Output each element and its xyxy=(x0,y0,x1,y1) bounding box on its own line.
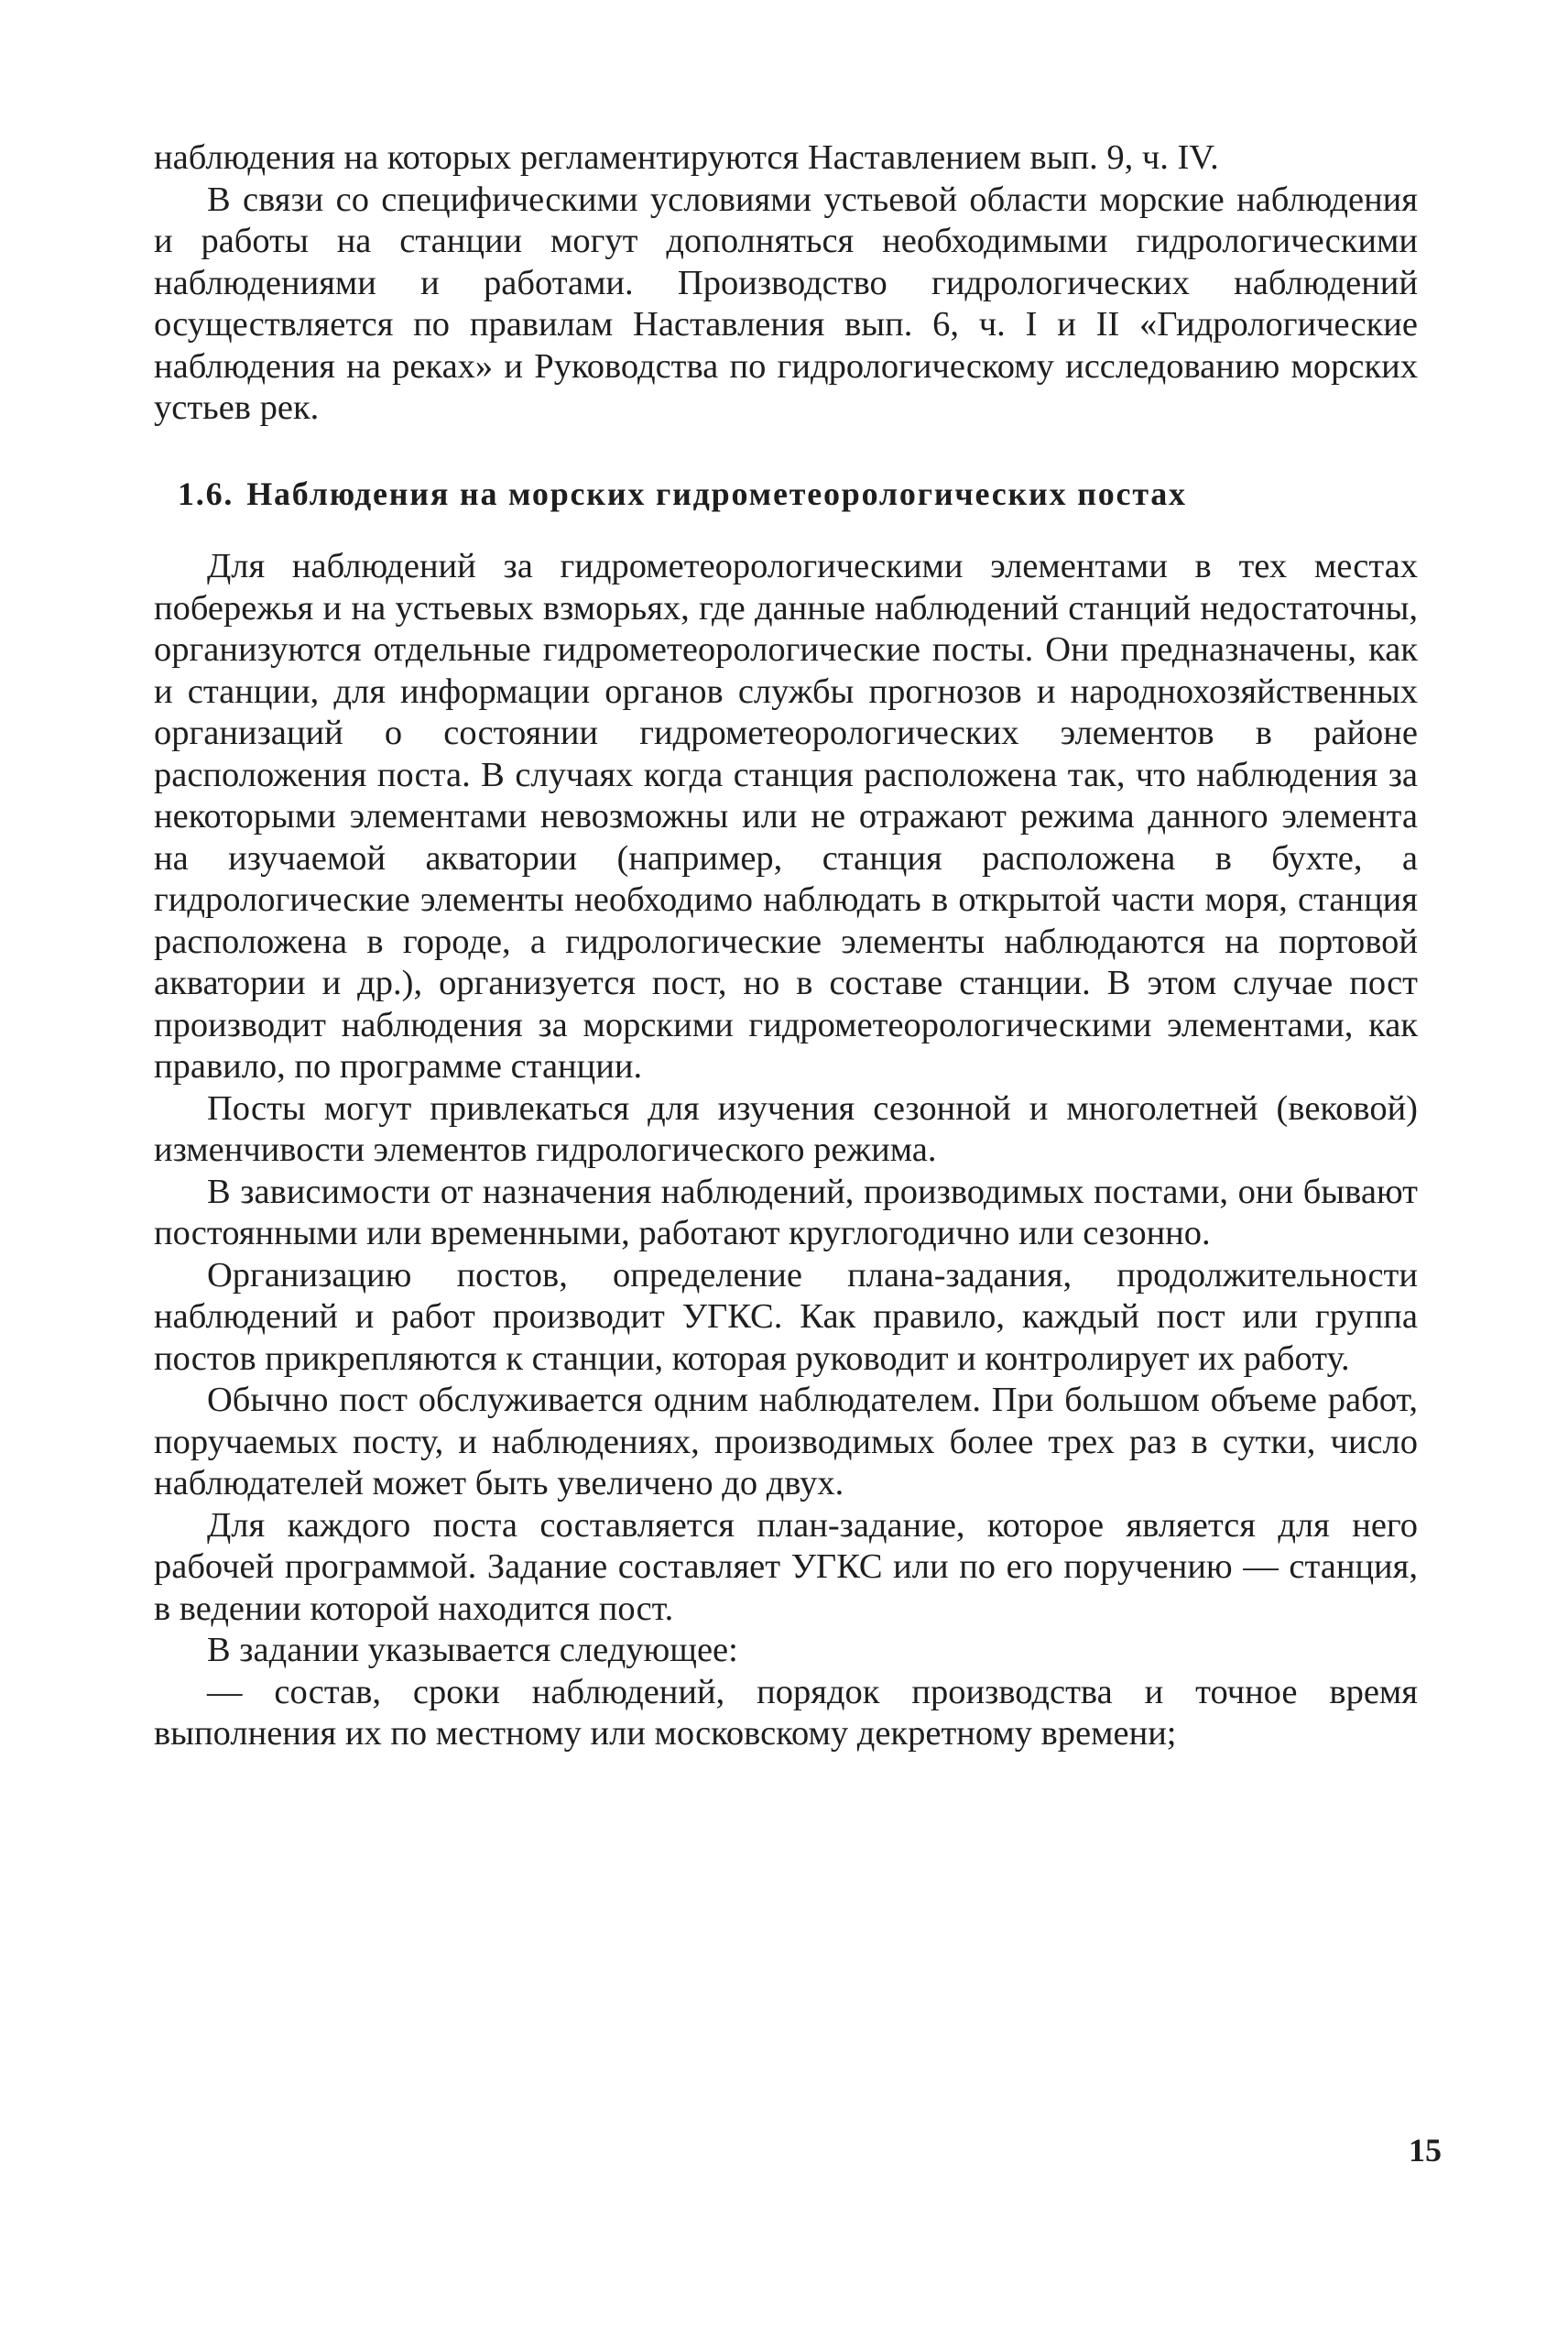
paragraph-continuation: наблюдения на которых регламентируются Наставлением вып. 9, ч. IV. xyxy=(154,138,1219,177)
page-text xyxy=(154,137,1418,1755)
paragraph-posts-types: В зависимости от назначения наблюдений, производимых постами, они бывают постоянными или временными, работают круглогодично или сезонно. xyxy=(154,1172,1418,1252)
paragraph-posts-purpose: Для наблюдений за гидрометеорологическими элементами в тех местах побережья и на устьевых взморьях, где данные наблюдений станций недостаточны, организуются отдельные гидрометеорологические посты. Они предназначены, как и станции, для информации органов службы прогнозов и народнохозяйственных организаций о состоянии гидрометеорологических элементов в районе расположения поста. В случаях когда станция расположена так, что наблюдения за некоторыми элементами невозможны или не отражают режима данного элемента на изучаемой акватории (например, станция расположена в бухте, а гидрологические элементы необходимо наблюдать в открытой части моря, станция расположена в городе, а гидрологические элементы наблюдаются на портовой акватории и др.), организуется пост, но в составе станции. В этом случае пост производит наблюдения за морскими гидрометеорологическими элементами, как правило, по программе станции. xyxy=(154,547,1418,1086)
paragraph-task-contents: В задании указывается следующее: xyxy=(207,1631,738,1669)
paragraph-plan-task: Для каждого поста составляется план-задание, которое является для него рабочей программой. Задание составляет УГКС или по его поручению — станция, в ведении которой находится пост. xyxy=(154,1505,1418,1628)
section-number: 1.6. xyxy=(178,475,234,512)
paragraph-posts-organization: Организацию постов, определение плана-задания, продолжительности наблюдений и работ производит УГКС. Как правило, каждый пост или группа постов прикрепляются к станции, которая руководит и контролирует их работу. xyxy=(154,1255,1418,1378)
paragraph-posts-seasonal: Посты могут привлекаться для изучения сезонной и многолетней (вековой) изменчивости элементов гидрологического режима. xyxy=(154,1088,1418,1169)
page-number: 15 xyxy=(1409,2132,1442,2169)
list-item-composition: — состав, сроки наблюдений, порядок производства и точное время выполнения их по местному или московскому декретному времени; xyxy=(154,1672,1418,1753)
section-title: Наблюдения на морских гидрометеорологических постах xyxy=(246,475,1187,512)
paragraph-hydrology-intro: В связи со специфическими условиями устьевой области морские наблюдения и работы на станции могут дополняться необходимыми гидрологическими наблюдениями и работами. Производство гидрологических наблюдений осуществляется по правилам Наставления вып. 6, ч. I и II «Гидрологические наблюдения на реках» и Руководства по гидрологическому исследованию морских устьев рек. xyxy=(154,180,1418,427)
section-heading xyxy=(178,474,1418,516)
paragraph-posts-observers: Обычно пост обслуживается одним наблюдателем. При большом объеме работ, поручаемых посту, и наблюдениях, производимых более трех раз в сутки, число наблюдателей может быть увеличено до двух. xyxy=(154,1381,1418,1502)
